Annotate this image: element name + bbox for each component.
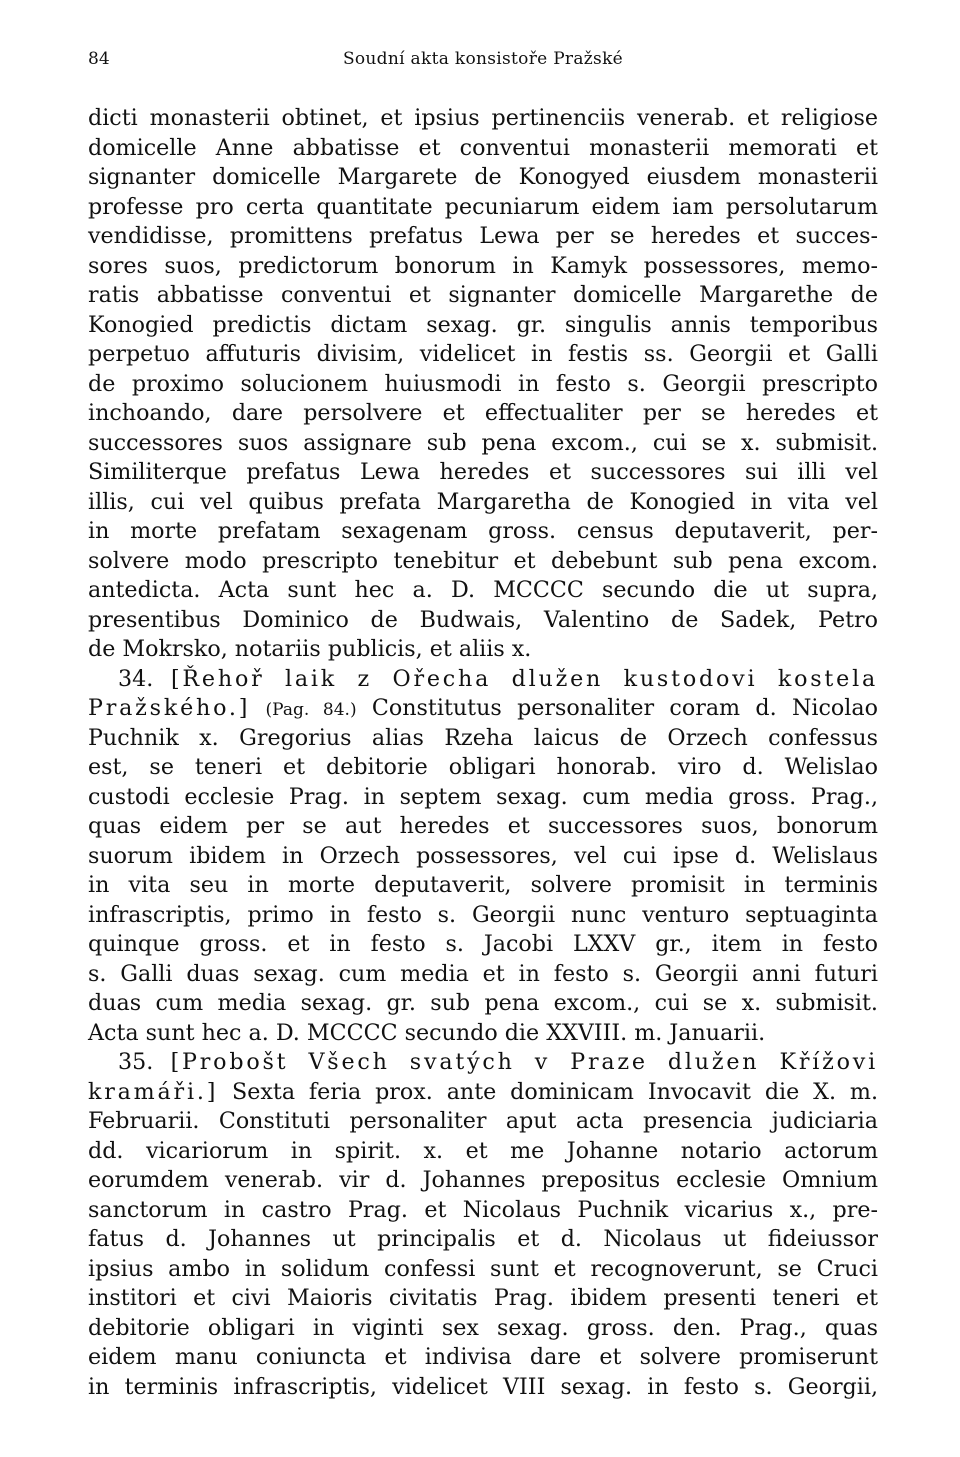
running-title: Soudní akta konsistoře Pražské <box>342 49 624 69</box>
text-line <box>88 694 878 724</box>
text-line: in terminis infrascriptis, videlicet VIII sexag. in festo s. Georgii, <box>88 1373 878 1400</box>
entry-heading: Pražského.] <box>88 695 251 721</box>
text-line: de proximo solucionem huiusmodi in festo s. Georgii prescripto <box>88 370 878 397</box>
text-line: in vita seu in morte deputaverit, solvere promisit in terminis <box>88 872 878 898</box>
text-line: est, se teneri et debitorie obligari honorab. viro d. Welislao <box>88 754 878 780</box>
text-line <box>88 1078 878 1108</box>
text-line <box>88 1048 878 1078</box>
text-line <box>88 665 878 695</box>
text-line: dicti monasterii obtinet, et ipsius pertinenciis venerab. et religiose <box>88 105 878 131</box>
text-line: infrascriptis, primo in festo s. Georgii nunc venturo septuaginta <box>88 901 878 928</box>
entry-heading: kramáři.] <box>88 1078 219 1105</box>
text-line: suorum ibidem in Orzech possessores, vel cui ipse d. Welislaus <box>88 842 878 869</box>
text-line: quinque gross. et in festo s. Jacobi LXXV gr., item in festo <box>88 931 878 957</box>
text-line: Similiterque prefatus Lewa heredes et successores sui illi vel <box>88 459 878 485</box>
text-line: successores suos assignare sub pena excom., cui se x. submisit. <box>88 429 878 456</box>
text-line: domicelle Anne abbatisse et conventui monasterii memorati et <box>88 134 878 161</box>
text-line: s. Galli duas sexag. cum media et in festo s. Georgii anni futuri <box>88 960 878 987</box>
text-line: professe pro certa quantitate pecuniarum eidem iam persolutarum <box>88 193 878 220</box>
text-line: custodi ecclesie Prag. in septem sexag. cum media gross. Prag., <box>88 783 878 810</box>
text-line: Februarii. Constituti personaliter aput acta presencia judiciaria <box>88 1108 878 1134</box>
text-segment: Constitutus personaliter coram d. Nicolao <box>356 695 878 721</box>
text-line: inchoando, dare persolvere et effectualiter per se heredes et <box>88 400 878 426</box>
text-line: in morte prefatam sexagenam gross. census deputaverit, per- <box>88 518 878 544</box>
text-line: ipsius ambo in solidum confessi sunt et recognoverunt, se Cruci <box>88 1255 878 1282</box>
text-line: antedicta. Acta sunt hec a. D. MCCCC secundo die ut supra, <box>88 577 878 603</box>
page-reference: (Pag. 84.) <box>265 700 357 720</box>
text-segment <box>250 695 265 721</box>
text-line: presentibus Dominico de Budwais, Valentino de Sadek, Petro <box>88 606 878 633</box>
text-line: ratis abbatisse conventui et signanter domicelle Margarethe de <box>88 282 878 308</box>
page-number: 84 <box>88 49 110 69</box>
text-line: Puchnik x. Gregorius alias Rzeha laicus de Orzech confessus <box>88 724 878 751</box>
text-line: sores suos, predictorum bonorum in Kamyk possessores, memo- <box>88 252 878 279</box>
text-line: duas cum media sexag. gr. sub pena excom., cui se x. submisit. <box>88 990 878 1016</box>
text-line: Acta sunt hec a. D. MCCCC secundo die XXVIII. m. Januarii. <box>88 1019 766 1046</box>
text-segment: 34. <box>118 665 171 692</box>
text-segment: Sexta feria prox. ante dominicam Invocavit die X. m. <box>218 1078 878 1105</box>
text-line: institori et civi Maioris civitatis Prag. ibidem presenti teneri et <box>88 1285 878 1311</box>
text-line: illis, cui vel quibus prefata Margaretha de Konogied in vita vel <box>88 488 878 515</box>
entry-heading: [Řehoř laik z Ořecha dlužen kustodovi kostela <box>170 665 878 692</box>
text-line: de Mokrsko, notariis publicis, et aliis x. <box>88 636 532 662</box>
text-segment: 35. <box>118 1049 171 1075</box>
text-line: vendidisse, promittens prefatus Lewa per se heredes et succes- <box>88 223 878 249</box>
text-line: dd. vicariorum in spirit. x. et me Johanne notario actorum <box>88 1137 878 1164</box>
entry-heading: [Probošt Všech svatých v Praze dlužen Křížovi <box>170 1049 879 1075</box>
body-text <box>88 104 878 1402</box>
text-line: sanctorum in castro Prag. et Nicolaus Puchnik vicarius x., pre- <box>88 1196 878 1223</box>
text-line: signanter domicelle Margarete de Konogyed eiusdem monasterii <box>88 164 878 190</box>
running-head <box>88 44 878 74</box>
text-line: quas eidem per se aut heredes et successores suos, bonorum <box>88 813 878 839</box>
text-line: eorumdem venerab. vir d. Johannes prepositus ecclesie Omnium <box>88 1167 878 1193</box>
text-line: solvere modo prescripto tenebitur et debebunt sub pena excom. <box>88 547 878 574</box>
text-line: perpetuo affuturis divisim, videlicet in festis ss. Georgii et Galli <box>88 341 878 367</box>
text-line: debitorie obligari in viginti sex sexag. gross. den. Prag., quas <box>88 1314 878 1341</box>
text-line: eidem manu coniuncta et indivisa dare et solvere promiserunt <box>88 1344 878 1370</box>
text-line: fatus d. Johannes ut principalis et d. Nicolaus ut fideiussor <box>88 1226 878 1252</box>
text-line: Konogied predictis dictam sexag. gr. singulis annis temporibus <box>88 311 878 338</box>
